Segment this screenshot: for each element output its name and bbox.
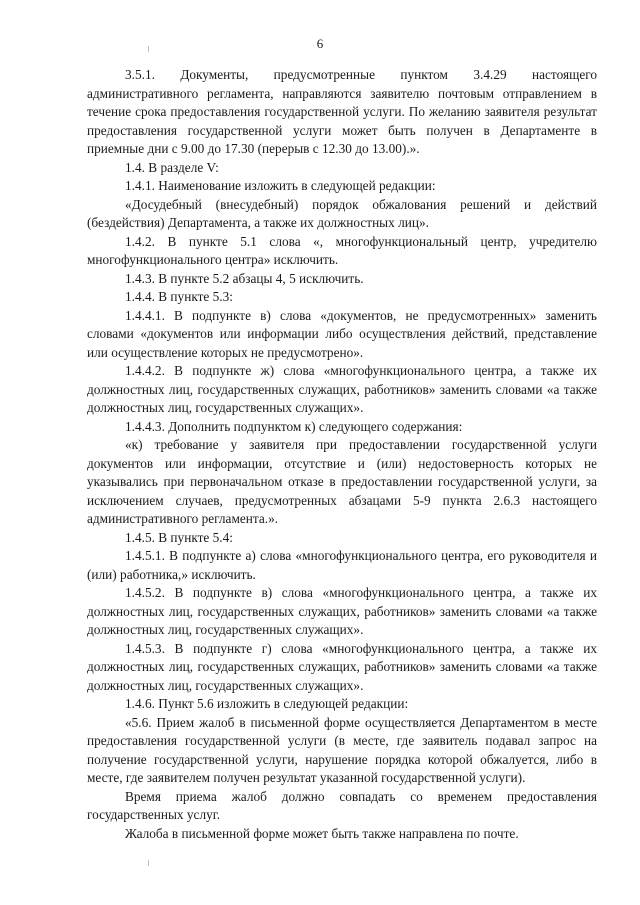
paragraph-1-4-5-3: 1.4.5.3. В подпункте г) слова «многофункционального центра, а также их должностных лиц, государственных служащих, работников» заменить словами «а также должностных лиц, государственных служащих». — [87, 640, 597, 693]
paragraph-1-4-4-2: 1.4.4.2. В подпункте ж) слова «многофункционального центра, а также их должностных лиц, государственных служащих, работников» заменить словами «а также должностных лиц, государственных служащих». — [87, 363, 597, 415]
page-number: 6 — [316, 36, 324, 51]
paragraph-1-4-4: 1.4.4. В пункте 5.3: — [125, 289, 233, 304]
paragraph-1-4-4-3: 1.4.4.3. Дополнить подпунктом к) следующего содержания: — [125, 418, 463, 434]
paragraph-complaint-mail: Жалоба в письменной форме может быть также направлена по почте. — [125, 825, 519, 841]
paragraph-complaint-time: Время приема жалоб должно совпадать со временем предоставления государственных услуг. — [87, 788, 597, 822]
paragraph-1-4-5: 1.4.5. В пункте 5.4: — [125, 529, 233, 545]
paragraph-1-4-2: 1.4.2. В пункте 5.1 слова «, многофункциональный центр, учредителю многофункционального центра» исключить. — [87, 233, 597, 267]
margin-mark — [148, 46, 149, 52]
document-body — [87, 66, 597, 843]
margin-mark — [148, 860, 149, 866]
paragraph-1-4-5-2: 1.4.5.2. В подпункте в) слова «многофункционального центра, а также их должностных лиц, государственных служащих, работников» заменить словами «а также должностных лиц, государственных служащих». — [87, 585, 597, 637]
paragraph-1-4-1: 1.4.1. Наименование изложить в следующей редакции: — [125, 178, 436, 193]
paragraph-1-4-3: 1.4.3. В пункте 5.2 абзацы 4, 5 исключить. — [125, 270, 364, 286]
paragraph-5-6-quote: «5.6. Прием жалоб в письменной форме осуществляется Департаментом в месте предоставления государственной услуги (в месте, где заявитель подавал запрос на получение государственной услуги, нарушение порядка которой обжалуется, либо в месте, где заявителем получен результат указанной государственной услуги). — [87, 714, 597, 785]
paragraph-1-4: 1.4. В разделе V: — [125, 159, 219, 175]
paragraph-1-4-6: 1.4.6. Пункт 5.6 изложить в следующей редакции: — [125, 696, 409, 711]
paragraph-section-title-quote: «Досудебный (внесудебный) порядок обжалования решений и действий (бездействия) Департамента, а также их должностных лиц». — [87, 196, 597, 230]
paragraph-subpoint-k-quote: «к) требование у заявителя при предоставлении государственной услуги документов или информации, отсутствие и (или) недостоверность которых не указывались при первоначальном отказе в предоставлении государственной услуги, за исключением случаев, предусмотренных абзацами 5-9 пункта 2.6.3 настоящего административного регламента.». — [87, 437, 597, 526]
paragraph-3-5-1: 3.5.1. Документы, предусмотренные пунктом 3.4.29 настоящего административного регламента, направляются заявителю почтовым отправлением в течение срока предоставления государственной услуги. По желанию заявителя результат предоставления государственной услуги может быть получен в Департаменте в приемные дни с 9.00 до 17.30 (перерыв с 12.30 до 13.00).». — [87, 67, 597, 156]
paragraph-1-4-4-1: 1.4.4.1. В подпункте в) слова «документов, не предусмотренных» заменить словами «документов или информации либо осуществления действий, представление или осуществление которых не предусмотрено». — [87, 307, 597, 360]
paragraph-1-4-5-1: 1.4.5.1. В подпункте а) слова «многофункционального центра, его руководителя и (или) работника,» исключить. — [87, 548, 597, 582]
